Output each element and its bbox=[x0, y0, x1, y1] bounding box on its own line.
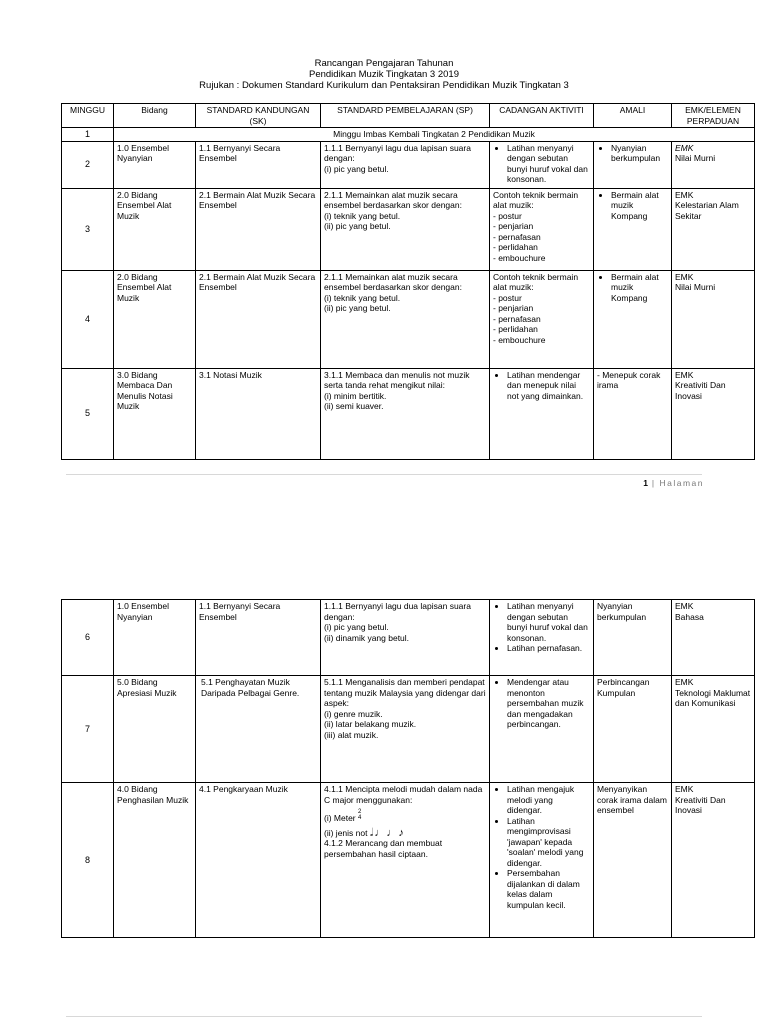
bidang-cell: 2.0 Bidang Ensembel Alat Muzik bbox=[114, 188, 196, 270]
emk-cell bbox=[672, 676, 755, 783]
sp-item: 4.1.2 Merancang dan membuat persembahan hasil ciptaan. bbox=[324, 838, 443, 859]
emk-label: EMK bbox=[675, 677, 694, 687]
emk-label: EMK bbox=[675, 369, 694, 380]
sp-item: 3.1.1 Membaca dan menulis not muzik serta tanda rehat mengikut nilai: bbox=[324, 369, 470, 390]
col-header-bidang: Bidang bbox=[114, 104, 196, 128]
bidang-cell: 1.0 Ensembel Nyanyian bbox=[114, 141, 196, 188]
page-label: Halaman bbox=[659, 478, 704, 488]
sp-item: (i) Meter bbox=[324, 813, 356, 823]
week-number: 8 bbox=[62, 783, 114, 938]
sp-item: (i) minim bertitik. bbox=[324, 390, 387, 401]
amali-cell bbox=[594, 188, 672, 270]
sp-item: (i) genre muzik. bbox=[324, 708, 383, 719]
table-row-week-1 bbox=[62, 128, 755, 142]
table-row-week-7 bbox=[62, 676, 755, 783]
table-row-week-8 bbox=[62, 783, 755, 938]
aktiviti-cell bbox=[490, 783, 594, 938]
sp-item: 4.1.1 Mencipta melodi mudah dalam nada C major menggunakan: bbox=[324, 784, 483, 805]
music-notes-icon: 𝅗𝅥♩♩♪ bbox=[369, 826, 405, 839]
sp-cell bbox=[321, 270, 490, 368]
aktiviti-item: - postur bbox=[493, 211, 590, 222]
sk-cell: 2.1 Bermain Alat Muzik Secara Ensembel bbox=[196, 188, 321, 270]
sp-item: (ii) latar belakang muzik. bbox=[324, 719, 417, 729]
bidang-cell: 3.0 Bidang Membaca Dan Menulis Notasi Muzik bbox=[114, 368, 196, 459]
sp-item: 2.1.1 Memainkan alat muzik secara ensembel berdasarkan skor dengan: bbox=[324, 271, 462, 292]
emk-cell bbox=[672, 368, 755, 459]
emk-label: EMK bbox=[675, 784, 694, 794]
sp-cell bbox=[321, 368, 490, 459]
amali-item: • Bermain alat muzik Kompang bbox=[611, 272, 668, 304]
page-separator: | bbox=[651, 478, 656, 488]
week-number: 6 bbox=[62, 600, 114, 676]
amali-cell bbox=[594, 141, 672, 188]
sp-item: (i) pic yang betul. bbox=[324, 622, 389, 632]
footer-divider bbox=[66, 1016, 702, 1017]
aktiviti-item: • Latihan mengimprovisasi 'jawapan' kepada 'soalan' melodi yang didengar. bbox=[507, 816, 590, 869]
week-number: 7 bbox=[62, 676, 114, 783]
aktiviti-item: - embouchure bbox=[493, 335, 590, 346]
table-header-row bbox=[62, 104, 755, 128]
aktiviti-intro: Contoh teknik bermain alat muzik: bbox=[493, 271, 579, 292]
sp-cell bbox=[321, 600, 490, 676]
meter-top: 2 bbox=[358, 809, 362, 815]
week-number: 5 bbox=[62, 368, 114, 459]
aktiviti-item: - penjarian bbox=[493, 303, 590, 314]
table-row-week-5 bbox=[62, 368, 755, 459]
aktiviti-item: - embouchure bbox=[493, 253, 590, 264]
amali-cell: Nyanyian berkumpulan bbox=[594, 600, 672, 676]
emk-value: Teknologi Maklumat dan Komunikasi bbox=[675, 687, 751, 708]
meter-line bbox=[324, 809, 486, 824]
aktiviti-item: - pernafasan bbox=[493, 314, 590, 325]
amali-item: - Menepuk corak irama bbox=[597, 370, 668, 391]
sp-item: (iii) alat muzik. bbox=[324, 729, 379, 740]
aktiviti-cell bbox=[490, 270, 594, 368]
amali-cell bbox=[594, 270, 672, 368]
sp-item: (ii) dinamik yang betul. bbox=[324, 632, 410, 643]
aktiviti-cell bbox=[490, 676, 594, 783]
document-header bbox=[0, 58, 768, 91]
emk-label: EMK bbox=[675, 189, 694, 200]
bidang-cell: 4.0 Bidang Penghasilan Muzik bbox=[114, 783, 196, 938]
sp-cell bbox=[321, 783, 490, 938]
aktiviti-item: • Mendengar atau menonton persembahan muzik dan mengadakan perbincangan. bbox=[507, 677, 590, 730]
header-subtitle: Pendidikan Muzik Tingkatan 3 2019 bbox=[309, 69, 459, 80]
plan-table-page-1 bbox=[61, 103, 755, 460]
aktiviti-cell bbox=[490, 141, 594, 188]
sp-item: (ii) semi kuaver. bbox=[324, 401, 384, 411]
sk-cell: 3.1 Notasi Muzik bbox=[196, 368, 321, 459]
sk-cell: 4.1 Pengkaryaan Muzik bbox=[196, 783, 321, 938]
aktiviti-cell bbox=[490, 600, 594, 676]
emk-cell bbox=[672, 270, 755, 368]
footer-divider bbox=[66, 474, 702, 475]
emk-value: Nilai Murni bbox=[675, 153, 716, 163]
emk-label: EMK bbox=[675, 601, 694, 611]
sp-item: (ii) pic yang betul. bbox=[324, 303, 391, 313]
aktiviti-item: - penjarian bbox=[493, 221, 590, 232]
aktiviti-item: - perlidahan bbox=[493, 242, 590, 253]
aktiviti-item: - perlidahan bbox=[493, 324, 590, 335]
bidang-cell: 1.0 Ensembel Nyanyian bbox=[114, 600, 196, 676]
emk-label: EMK bbox=[675, 142, 694, 153]
sp-item: (ii) pic yang betul. bbox=[324, 221, 391, 231]
sp-item: (ii) jenis not bbox=[324, 827, 368, 838]
table-row-week-2 bbox=[62, 141, 755, 188]
aktiviti-item: • Latihan mendengar dan menepuk nilai not yang dimainkan. bbox=[507, 370, 590, 402]
sp-cell bbox=[321, 141, 490, 188]
sk-cell: 1.1 Bernyanyi Secara Ensembel bbox=[196, 141, 321, 188]
note-types-line bbox=[324, 828, 486, 839]
sp-cell bbox=[321, 676, 490, 783]
emk-label: EMK bbox=[675, 271, 694, 282]
col-header-emk: EMK/ELEMEN PERPADUAN bbox=[672, 104, 755, 128]
aktiviti-item: • Latihan menyanyi dengan sebutan bunyi huruf vokal dan konsonan. bbox=[507, 143, 590, 185]
col-header-sk: STANDARD KANDUNGAN (SK) bbox=[196, 104, 321, 128]
bidang-cell: 5.0 Bidang Apresiasi Muzik bbox=[114, 676, 196, 783]
plan-table-page-2 bbox=[61, 599, 755, 938]
sp-item: (i) pic yang betul. bbox=[324, 163, 389, 174]
aktiviti-item: • Persembahan dijalankan di dalam kelas dalam kumpulan kecil. bbox=[507, 868, 590, 910]
aktiviti-item: • Latihan pernafasan. bbox=[507, 643, 590, 654]
amali-cell bbox=[594, 368, 672, 459]
aktiviti-item: • Latihan mengajuk melodi yang didengar. bbox=[507, 784, 590, 816]
emk-cell bbox=[672, 141, 755, 188]
page-footer bbox=[643, 478, 704, 488]
sk-cell: 2.1 Bermain Alat Muzik Secara Ensembel bbox=[196, 270, 321, 368]
aktiviti-cell bbox=[490, 368, 594, 459]
sp-item: (i) teknik yang betul. bbox=[324, 210, 401, 221]
emk-cell bbox=[672, 188, 755, 270]
col-header-aktiviti: CADANGAN AKTIVITI bbox=[490, 104, 594, 128]
emk-value: Bahasa bbox=[675, 611, 704, 622]
aktiviti-item: - pernafasan bbox=[493, 232, 590, 243]
sp-cell bbox=[321, 188, 490, 270]
week-number: 3 bbox=[62, 188, 114, 270]
emk-value: Kelestarian Alam Sekitar bbox=[675, 200, 739, 221]
page-number: 1 bbox=[643, 478, 648, 488]
week-number: 1 bbox=[62, 128, 114, 142]
sp-item: (i) teknik yang betul. bbox=[324, 292, 401, 303]
sp-item: 2.1.1 Memainkan alat muzik secara ensembel berdasarkan skor dengan: bbox=[324, 189, 462, 210]
sp-item: 1.1.1 Bernyanyi lagu dua lapisan suara dengan: bbox=[324, 142, 471, 163]
emk-value: Kreativiti Dan Inovasi bbox=[675, 380, 726, 401]
bidang-cell: 2.0 Bidang Ensembel Alat Muzik bbox=[114, 270, 196, 368]
sk-cell bbox=[196, 676, 321, 783]
sk-text: 5.1 Penghayatan Muzik Daripada Pelbagai Genre. bbox=[201, 677, 300, 698]
col-header-minggu: MINGGU bbox=[62, 104, 114, 128]
aktiviti-item: • Latihan menyanyi dengan sebutan bunyi huruf vokal dan konsonan. bbox=[507, 601, 590, 643]
header-reference: Rujukan : Dokumen Standard Kurikulum dan Pentaksiran Pendidikan Muzik Tingkatan 3 bbox=[199, 80, 569, 91]
week-1-note: Minggu Imbas Kembali Tingkatan 2 Pendidikan Muzik bbox=[114, 128, 755, 142]
week-number: 2 bbox=[62, 141, 114, 188]
aktiviti-intro: Contoh teknik bermain alat muzik: bbox=[493, 189, 579, 210]
sk-cell: 1.1 Bernyanyi Secara Ensembel bbox=[196, 600, 321, 676]
amali-item: • Bermain alat muzik Kompang bbox=[611, 190, 668, 222]
col-header-sp: STANDARD PEMBELAJARAN (SP) bbox=[321, 104, 490, 128]
amali-cell: Menyanyikan corak irama dalam ensembel bbox=[594, 783, 672, 938]
sp-item: 1.1.1 Bernyanyi lagu dua lapisan suara dengan: bbox=[324, 601, 471, 622]
amali-item: • Nyanyian berkumpulan bbox=[611, 143, 668, 164]
header-title: Rancangan Pengajaran Tahunan bbox=[314, 58, 454, 69]
sp-item: 5.1.1 Menganalisis dan memberi pendapat tentang muzik Malaysia yang didengar dari aspek: bbox=[324, 677, 486, 708]
aktiviti-item: - postur bbox=[493, 293, 590, 304]
week-number: 4 bbox=[62, 270, 114, 368]
table-row-week-4 bbox=[62, 270, 755, 368]
aktiviti-cell bbox=[490, 188, 594, 270]
amali-cell: Perbincangan Kumpulan bbox=[594, 676, 672, 783]
emk-value: Kreativiti Dan Inovasi bbox=[675, 794, 726, 815]
table-row-week-3 bbox=[62, 188, 755, 270]
emk-cell bbox=[672, 783, 755, 938]
meter-bottom: 4 bbox=[358, 815, 362, 821]
time-signature bbox=[358, 809, 361, 821]
col-header-amali: AMALI bbox=[594, 104, 672, 128]
emk-value: Nilai Murni bbox=[675, 282, 716, 292]
table-row-week-6 bbox=[62, 600, 755, 676]
emk-cell bbox=[672, 600, 755, 676]
